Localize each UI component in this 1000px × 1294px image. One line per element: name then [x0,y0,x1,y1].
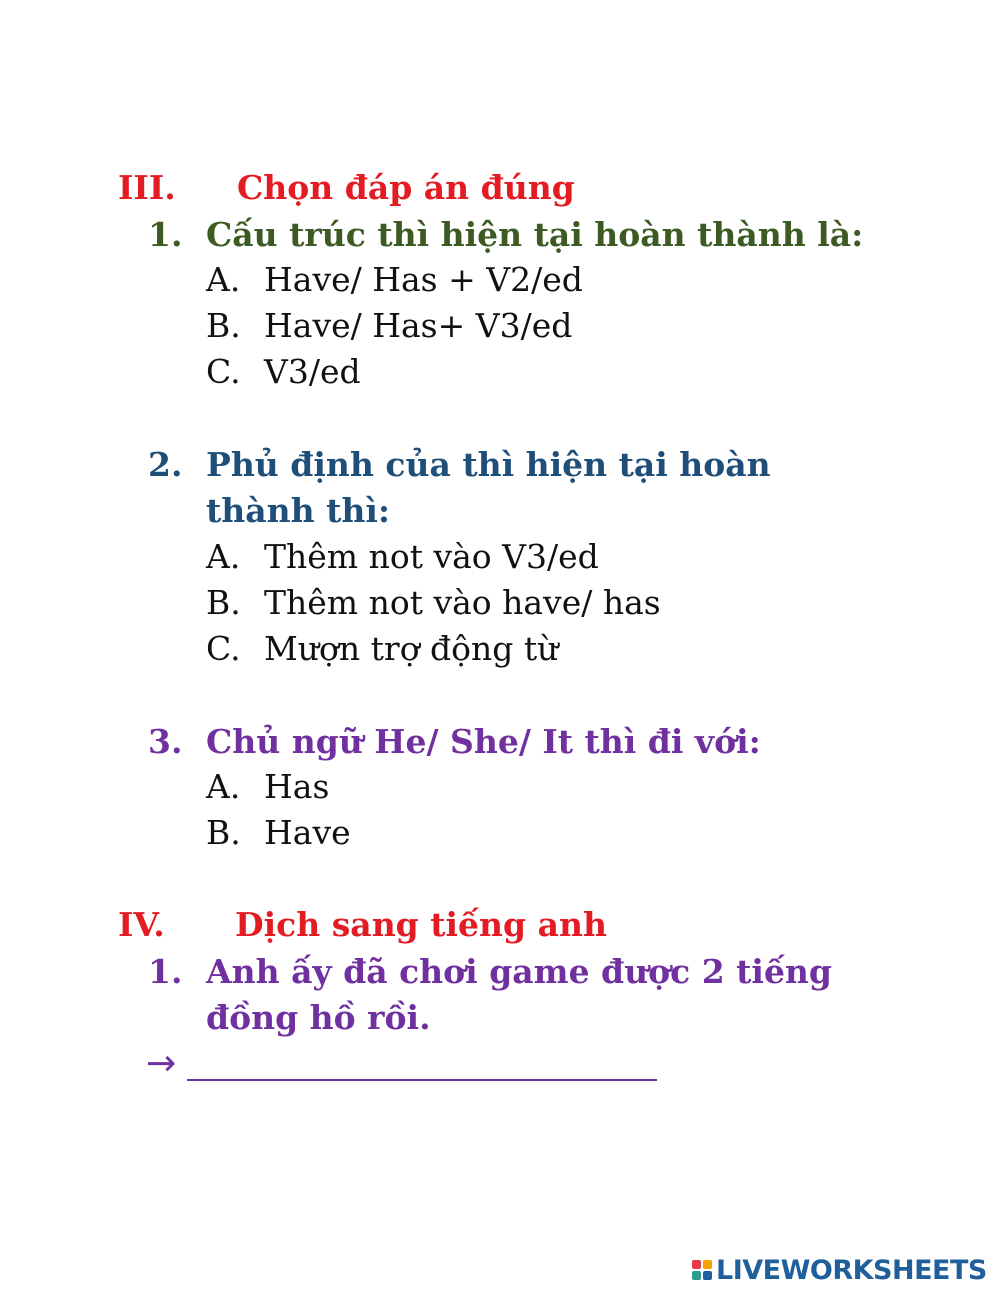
liveworksheets-logo [692,1252,987,1288]
option-letter: B. [206,583,241,622]
option-text[interactable]: Have/ Has + V2/ed [264,260,583,299]
question-3-number: 3. [148,722,183,761]
option-letter: B. [206,306,241,345]
translation-question-line-1: Anh ấy đã chơi game được 2 tiếng [206,952,833,991]
question-3-text: Chủ ngữ He/ She/ It thì đi với: [206,722,761,761]
option-letter: B. [206,813,241,852]
option-text[interactable]: V3/ed [264,352,361,391]
liveworksheets-logo-icon [692,1260,712,1280]
logo-square [703,1260,712,1269]
section-4-title: Dịch sang tiếng anh [235,905,607,944]
logo-square [692,1260,701,1269]
option-letter: C. [206,352,241,391]
question-1-text: Cấu trúc thì hiện tại hoàn thành là: [206,215,864,254]
section-3-numeral: III. [118,168,176,207]
answer-blank-line[interactable] [187,1079,657,1081]
logo-text: LIVEWORKSHEETS [716,1254,987,1286]
logo-square [692,1271,701,1280]
option-letter: A. [206,260,241,299]
option-text[interactable]: Thêm not vào have/ has [264,583,661,622]
option-letter: C. [206,629,241,668]
section-3-title: Chọn đáp án đúng [237,168,575,207]
option-letter: A. [206,767,241,806]
translation-question-number: 1. [148,952,183,991]
option-letter: A. [206,537,241,576]
question-1-number: 1. [148,215,183,254]
question-2-text-line-2: thành thì: [206,491,391,530]
option-text[interactable]: Have/ Has+ V3/ed [264,306,573,345]
option-text[interactable]: Has [264,767,330,806]
question-2-text-line-1: Phủ định của thì hiện tại hoàn [206,445,771,484]
question-2-number: 2. [148,445,183,484]
translation-question-line-2: đồng hồ rồi. [206,998,431,1037]
option-text[interactable]: Mượn trợ động từ [264,629,559,668]
option-text[interactable]: Have [264,813,351,852]
logo-square [703,1271,712,1280]
option-text[interactable]: Thêm not vào V3/ed [264,537,599,576]
arrow-right-icon: → [146,1043,177,1084]
section-4-numeral: IV. [118,905,165,944]
